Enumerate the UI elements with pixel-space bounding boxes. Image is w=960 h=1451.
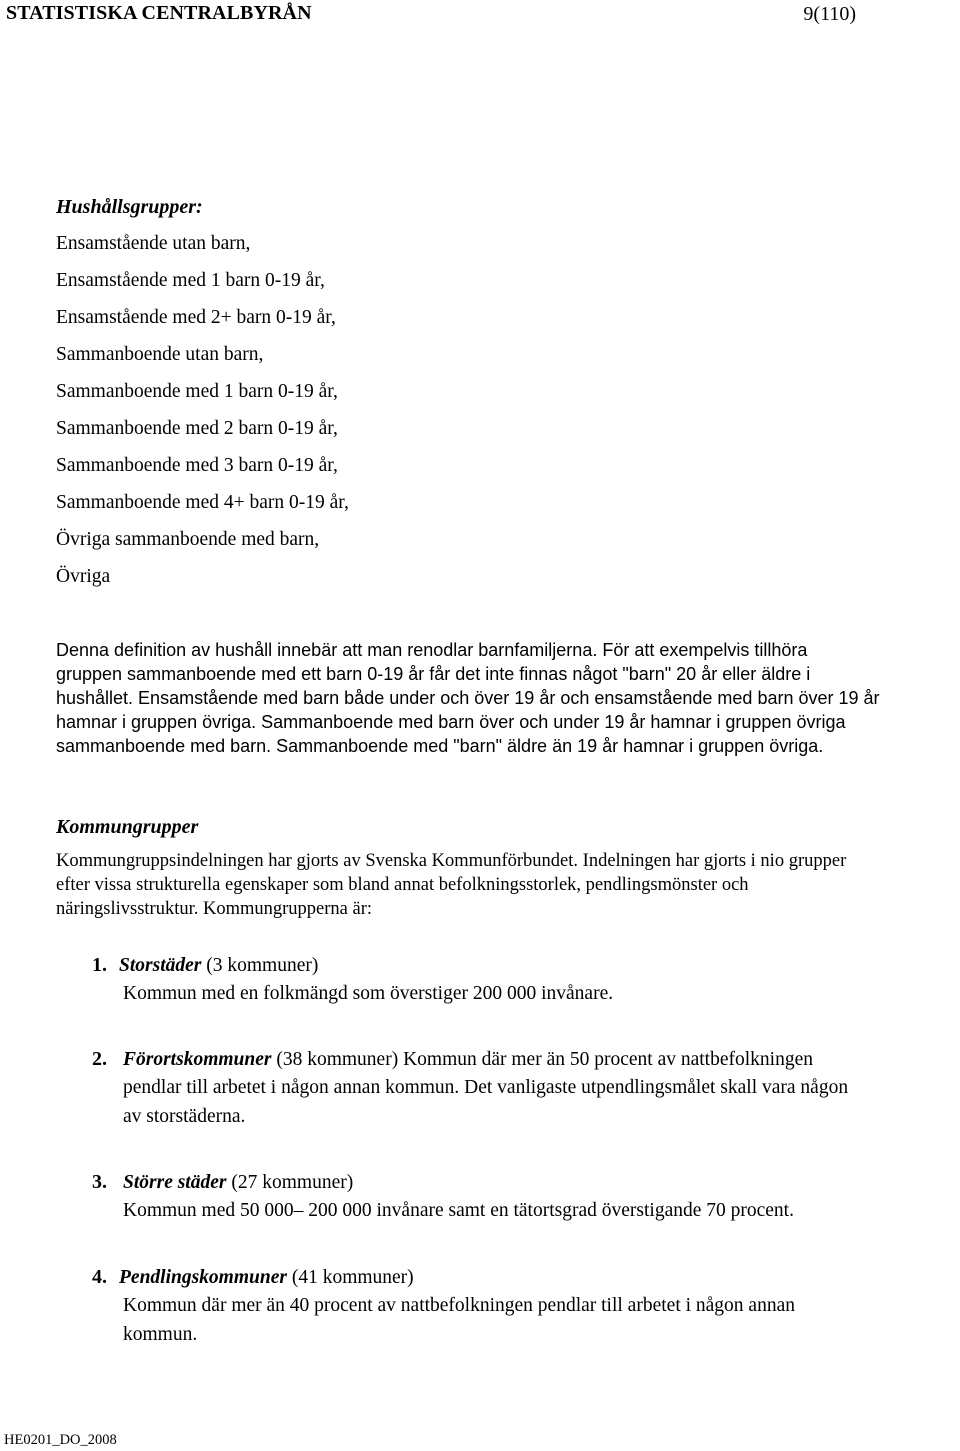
list-item: Övriga sammanboende med barn, [56, 529, 320, 550]
group-number: 2. [92, 1048, 107, 1070]
group-count: (3 kommuner) [206, 955, 319, 976]
intro-line: näringslivsstruktur. Kommungrupperna är: [56, 899, 372, 919]
group-description: Kommun där mer än 40 procent av nattbefolkningen pendlar till arbetet i någon annan [123, 1295, 795, 1316]
group-description: av storstäderna. [123, 1106, 246, 1127]
group-item-2 [92, 1048, 813, 1071]
group-number: 1. [92, 954, 107, 976]
group-item-4 [92, 1266, 414, 1289]
section-title-hushallsgrupper: Hushållsgrupper: [56, 196, 203, 218]
group-name: Förortskommuner [123, 1049, 272, 1070]
list-item: Ensamstående med 2+ barn 0-19 år, [56, 307, 336, 328]
list-item: Sammanboende med 2 barn 0-19 år, [56, 418, 338, 439]
intro-line: Kommungruppsindelningen har gjorts av Svenska Kommunförbundet. Indelningen har gjorts i nio grupper [56, 851, 847, 871]
footer-document-code: HE0201_DO_2008 [4, 1432, 117, 1448]
group-description: Kommun med en folkmängd som överstiger 200 000 invånare. [123, 983, 614, 1004]
list-item: Ensamstående med 1 barn 0-19 år, [56, 270, 325, 291]
paragraph-line: hamnar i gruppen övriga. Sammanboende med barn över och under 19 år hamnar i gruppen övriga [56, 712, 846, 732]
paragraph-line: gruppen sammanboende med ett barn 0-19 år får det inte finnas något "barn" 20 år eller äldre i [56, 664, 811, 684]
list-item: Sammanboende med 3 barn 0-19 år, [56, 455, 338, 476]
group-number: 3. [92, 1171, 107, 1193]
paragraph-line: sammanboende med barn. Sammanboende med "barn" äldre än 19 år hamnar i gruppen övriga. [56, 736, 824, 756]
group-count: (41 kommuner) [291, 1267, 414, 1288]
section-title-kommungrupper: Kommungrupper [56, 816, 199, 838]
page-number: 9(110) [803, 3, 856, 25]
list-item: Övriga [56, 566, 111, 587]
list-item: Ensamstående utan barn, [56, 233, 251, 254]
paragraph-line: Denna definition av hushåll innebär att man renodlar barnfamiljerna. För att exempelvis tillhöra [56, 640, 808, 660]
list-item: Sammanboende utan barn, [56, 344, 264, 365]
group-item-1 [92, 954, 318, 977]
header-organization: STATISTISKA CENTRALBYRÅN [6, 2, 312, 24]
group-number: 4. [92, 1266, 107, 1288]
group-name: Pendlingskommuner [119, 1267, 287, 1288]
group-count: (27 kommuner) [231, 1172, 354, 1193]
group-name: Större städer [123, 1172, 227, 1193]
group-description: pendlar till arbetet i någon annan kommun. Det vanligaste utpendlingsmålet skall vara någon [123, 1077, 849, 1098]
group-description: kommun. [123, 1324, 198, 1345]
group-count: (38 kommuner) Kommun där mer än 50 procent av nattbefolkningen [276, 1049, 813, 1070]
group-description: Kommun med 50 000– 200 000 invånare samt en tätortsgrad överstigande 70 procent. [123, 1200, 794, 1221]
list-item: Sammanboende med 4+ barn 0-19 år, [56, 492, 349, 513]
intro-line: efter vissa strukturella egenskaper som bland annat befolkningsstorlek, pendlingsmönster och [56, 875, 749, 895]
group-name: Storstäder [119, 955, 202, 976]
list-item: Sammanboende med 1 barn 0-19 år, [56, 381, 338, 402]
paragraph-line: hushållet. Ensamstående med barn både under och över 19 år och ensamstående med barn över 19 år [56, 688, 880, 708]
group-item-3 [92, 1171, 353, 1194]
